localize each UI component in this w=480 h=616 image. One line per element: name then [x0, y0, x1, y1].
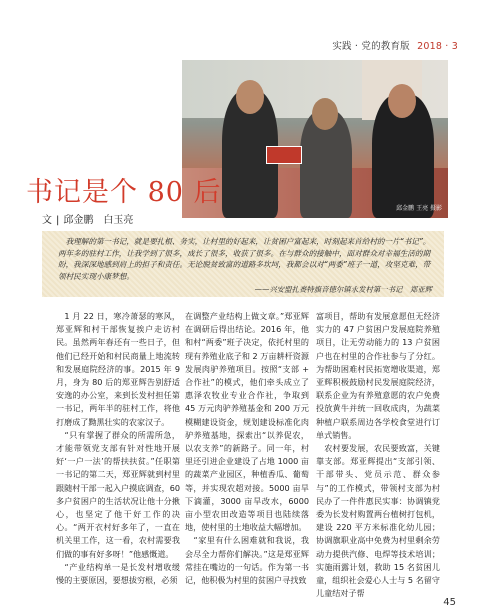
issue-number: 2018 · 3 [417, 41, 458, 52]
body-column-3: 富项目，帮助有发展意愿但无经济实力的 47 户贫困户发展庭院养殖项目，让无劳动能力的 13 户贫困户也在村里的合作社参与了分红。为帮助困难村民拓宽增收渠道，郑亚辉积极鼓励村民发展庭院经济，联系企业为有养殖意愿的农户免费投放黄牛并统一回收成肉，为蔬菜种植户联系周边各学校食堂进行订单式销售。 农村要发展，农民要致富，关键靠支部。郑亚辉提出“支部引领、干部带头、党员示范、群众参与”的工作模式，带领村支部为村民办了一件件惠民实事：协调镇党委为长发村购置两台植树打包机，建设 220 平方米标准化幼儿园；协调旗职业高中免费为村里剩余劳动力提供汽修、电焊等技术培训；实施雨露计划，救助 15 名贫困儿童，组织社会爱心人士与 5 名留守儿童结对子帮 [316, 311, 440, 599]
article-photo [182, 60, 448, 218]
magazine-header [332, 38, 458, 52]
byline-prefix: 文 [42, 215, 52, 226]
byline-authors: 邱金鹏 白玉亮 [63, 215, 134, 226]
photo-credit: 邱金鹏 王亮 摄影 [396, 205, 442, 212]
body-column-2: 在调整产业结构上做文章。”郑亚辉在调研后得出结论。2016 年，他和村“两委”班子决定，依托村里的现有养殖业底子和 2 万亩耕杆资源发展肉驴养殖项目。按照“支部 + 合作社”的模式，他们牵头成立了惠泽农牧业专业合作社，争取到 45 万元肉驴养殖基金和 200 万元模糊建设资金，规划建设标准化肉驴养殖基地，探索出“以养促农，以农支养”的新路子。同一年，村里还引进企业建设了占地 1000 亩的蔬菜产业园区，种植香瓜、葡萄等，并实现农超对接。5000 亩旱下滴灌，3000 亩旱改水，6000 亩小型农田改造等项目也陆续落地，使村里的土地收益大幅增加。 “家里有什么困难就和我说，我会尽全力帮你们解决。”这是郑亚辉常挂在嘴边的一句话。作为第一书记，他积极为村里的贫困户寻找致 [185, 311, 309, 586]
byline: 文 | 邱金鹏 白玉亮 [42, 215, 134, 226]
quote-source: ——兴安盟扎赉特旗音德尔镇永发村第一书记 郑亚辉 [254, 285, 432, 294]
page-number: 45 [443, 597, 456, 608]
article-title: 书记是个 80 后 [26, 177, 222, 208]
body-column-1: 1 月 22 日，寒冷萧瑟的寒风，郑亚辉和村干部恢复挨户走访村民。虽然两年春还有一些日子，但他们已经开始和村民商量上地流转和发展庭院经济的事。2015 年 9 月，身为 80 后的郑亚辉告别舒适安逸的办公室，来到长发村担任第一书记，两年半的驻村工作，将他打磨成了黝黑壮实的农家汉子。 “只有掌握了群众的所需所急，才能带领党支部有针对性地开展好‘一户一法’的帮扶扶贫。”任职第一书记的第二天，郑亚辉就到村里跟随村干部一起入户摸底调查，60 多户贫困户的生活状况让他十分揪心，也坚定了他干好工作的决心。“两开衣村好多年了，一直在机关里工作，这一看，农村需要我们做的事有好多呀！”他感慨道。 “产业结构单一是长发村增收缓慢的主要原因，要想拔穷根，必须 [56, 311, 180, 586]
pull-quote: 我理解的第一书记，就是要扎根、务实，让村里的好起来，让贫困户富起来，时刻起来首给村的一片“书记”。两年多的驻村工作，让我学到了很多，成长了很多，收获了很多。在与群众的接触中，面对群众对幸福生活的期盼，我深深地感到肩上的担子和责任。无论脱贫致富的道路多坎坷，我都会以对“两委”班子一道，攻坚克难，带领村民实现小康梦想。 [58, 237, 431, 281]
magazine-name: 实践 · 党的教育版 [332, 41, 410, 52]
